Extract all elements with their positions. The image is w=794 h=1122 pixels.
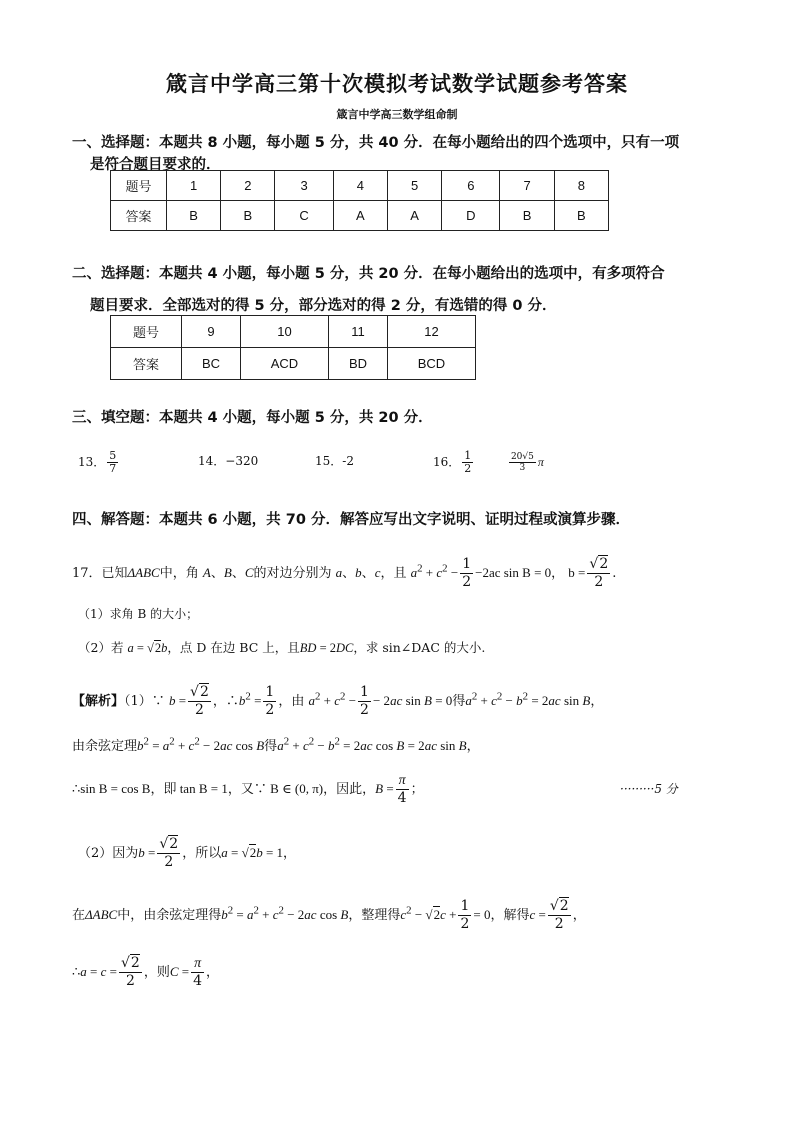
- answer-13: [78, 450, 120, 475]
- table-cell: 7: [500, 171, 554, 201]
- q17-condition-tail: −2ac sin B = 0，: [475, 565, 565, 580]
- table-cell: A: [333, 201, 387, 231]
- solution-text: ∴sin B = cos B，即 tan B = 1，又∵ B ∈ (0, π)，因此，: [72, 781, 376, 796]
- table-cell: 3: [275, 171, 333, 201]
- question-17-statement: 17．已知ΔABC中，角 A、B、C的对边分别为 a、b、c，且 $a^2 + c^2$ − $\frac{1}{2}$ −2ac sin B = 0， b = $\frac{√2}{2}$ .: [72, 556, 617, 590]
- answer-15: 15．-2: [315, 454, 354, 468]
- q17-text: ，且: [380, 566, 407, 581]
- solution-text: ，整理得: [348, 908, 401, 923]
- q17-p2-text: ，求 sin∠DAC 的大小.: [353, 640, 486, 655]
- fraction-denominator: 3: [519, 463, 526, 473]
- solution-text: 由余弦定理: [72, 739, 138, 754]
- table-cell: C: [275, 201, 333, 231]
- table-header-cell: 题号: [111, 171, 167, 201]
- answer-13-label: 13．: [78, 455, 106, 469]
- fraction-denominator: 2: [464, 462, 472, 475]
- q17-triangle: ΔABC: [127, 565, 160, 580]
- solution-text: 得: [264, 739, 278, 754]
- solution-text: ，所以: [182, 846, 222, 861]
- q17-p2-text: （2）若: [78, 640, 124, 655]
- answer-13-fraction: [107, 450, 118, 475]
- q17-text: 中，角: [159, 566, 199, 581]
- solution-text: 在: [72, 908, 86, 923]
- table-row: [111, 316, 476, 348]
- table-row: [111, 348, 476, 380]
- table-cell: BD: [328, 348, 387, 380]
- fraction-denominator: 7: [109, 462, 117, 475]
- table-cell: 1: [167, 171, 221, 201]
- section4-heading: 四、解答题：本题共 6 小题，共 70 分．解答应写出文字说明、证明过程或演算步骤．: [72, 512, 630, 528]
- answer-16-fraction-b: [509, 452, 536, 473]
- answer-14: 14．−320: [198, 454, 259, 468]
- table-cell: 12: [387, 316, 475, 348]
- page-title: 箴言中学高三第十次模拟考试数学试题参考答案: [166, 72, 628, 96]
- question-17-part1: （1）求角 B 的大小；: [78, 607, 199, 621]
- table-cell: 9: [182, 316, 241, 348]
- fraction-numerator: 1: [464, 449, 472, 462]
- table-cell: ACD: [240, 348, 328, 380]
- table-row: [111, 201, 609, 231]
- answer-16-fraction-a: [462, 450, 473, 475]
- section1-heading-line1: 一、选择题：本题共 8 小题，每小题 5 分，共 40 分．在每小题给出的四个选项中，只有一项: [72, 135, 680, 151]
- question-17-part2: （2）若 a = √2b，点 D 在边 BC 上，且BD = 2DC，求 sin∠DAC 的大小.: [78, 640, 486, 655]
- table-header-cell: 答案: [111, 348, 182, 380]
- solution-label: 【解析】: [72, 694, 125, 709]
- solution-text: ，则: [143, 965, 170, 980]
- table-header-cell: 题号: [111, 316, 182, 348]
- solution-text: ，由: [278, 694, 305, 709]
- table-cell: 8: [554, 171, 608, 201]
- table-cell: BCD: [387, 348, 475, 380]
- q17-p2-text: ，点 D 在边 BC 上，且: [167, 640, 300, 655]
- section1-answer-table: [110, 170, 609, 231]
- solution-text: ∴: [72, 965, 81, 980]
- answer-16: [433, 450, 544, 475]
- table-cell: 10: [240, 316, 328, 348]
- q17-b-eq: b =: [568, 565, 586, 580]
- solution-line-5: 在ΔABC中，由余弦定理得$b^2 = a^2 + c^2 - 2ac$ cos B，整理得$c^2 - √2c$ + $\frac{1}{2}$ = 0，解得c = $\frac{√2}{2}$ ，: [72, 898, 586, 932]
- section3-heading: 三、填空题：本题共 4 小题，每小题 5 分，共 20 分．: [72, 410, 433, 426]
- q17-text: 的对边分别为: [253, 566, 332, 581]
- table-cell: B: [554, 201, 608, 231]
- solution-line-2: 由余弦定理$b^2 = a^2 + c^2 - 2ac$ cos B得$a^2 + c^2 - b^2 = 2ac$ cos B = 2ac sin B，: [72, 735, 480, 754]
- solution-line-4: （2）因为b = $\frac{√2}{2}$ ，所以a = √2b = 1，: [78, 836, 297, 870]
- solution-line-6: ∴a = c = $\frac{√2}{2}$ ，则C = $\frac{\pi}{4}$ ，: [72, 955, 220, 989]
- solution-text: 得: [452, 694, 466, 709]
- solution-line-3: ∴sin B = cos B，即 tan B = 1，又∵ B ∈ (0, π)，因此，B = $\frac{\pi}{4}$ ；: [72, 773, 424, 806]
- section2-heading: [72, 258, 665, 322]
- table-cell: D: [442, 201, 500, 231]
- solution-text: ，∴: [212, 694, 239, 709]
- fraction-root2-over-2: $\frac{√2}{2}$: [589, 556, 609, 590]
- table-cell: 5: [387, 171, 441, 201]
- table-cell: B: [221, 201, 275, 231]
- solution-text: （2）因为: [78, 846, 139, 861]
- page-subtitle: 箴言中学高三数学组命制: [336, 108, 458, 121]
- section1-heading-line2: 是符合题目要求的．: [90, 157, 221, 173]
- table-cell: BC: [182, 348, 241, 380]
- solution-text: （1）∵: [124, 694, 165, 709]
- table-cell: A: [387, 201, 441, 231]
- solution-text: 中，由余弦定理得: [117, 908, 222, 923]
- fraction-numerator: 20√5: [510, 452, 534, 462]
- table-header-cell: 答案: [111, 201, 167, 231]
- score-note: ·········5 分: [620, 782, 678, 796]
- fraction-half: $\frac{1}{2}$: [462, 556, 472, 590]
- table-cell: 4: [333, 171, 387, 201]
- solution-line-1: 【解析】（1）∵ b = $\frac{√2}{2}$ ，$\therefore b^2$ = $\frac{1}{2}$ ，由 $a^2 + c^2$ − $\frac{1}{2}$ − 2ac sin B = 0得$a^2 + c^2 - b^2 = 2ac$ sin B，: [72, 684, 604, 718]
- section2-answer-table: [110, 315, 476, 380]
- section2-heading-line2: 题目要求．全部选对的得 5 分，部分选对的得 2 分，有选错的得 0 分．: [90, 298, 557, 314]
- q17-intro: 17．已知: [72, 566, 128, 581]
- fraction-numerator: 5: [109, 449, 117, 462]
- table-row: [111, 171, 609, 201]
- section2-heading-line1: 二、选择题：本题共 4 小题，每小题 5 分，共 20 分．在每小题给出的选项中，有多项符合: [72, 266, 665, 282]
- table-cell: 2: [221, 171, 275, 201]
- table-cell: B: [167, 201, 221, 231]
- solution-text: ，解得: [490, 908, 530, 923]
- table-cell: B: [500, 201, 554, 231]
- table-cell: 6: [442, 171, 500, 201]
- pi-symbol: π: [537, 455, 544, 469]
- table-cell: 11: [328, 316, 387, 348]
- answer-16-label: 16．: [433, 455, 461, 469]
